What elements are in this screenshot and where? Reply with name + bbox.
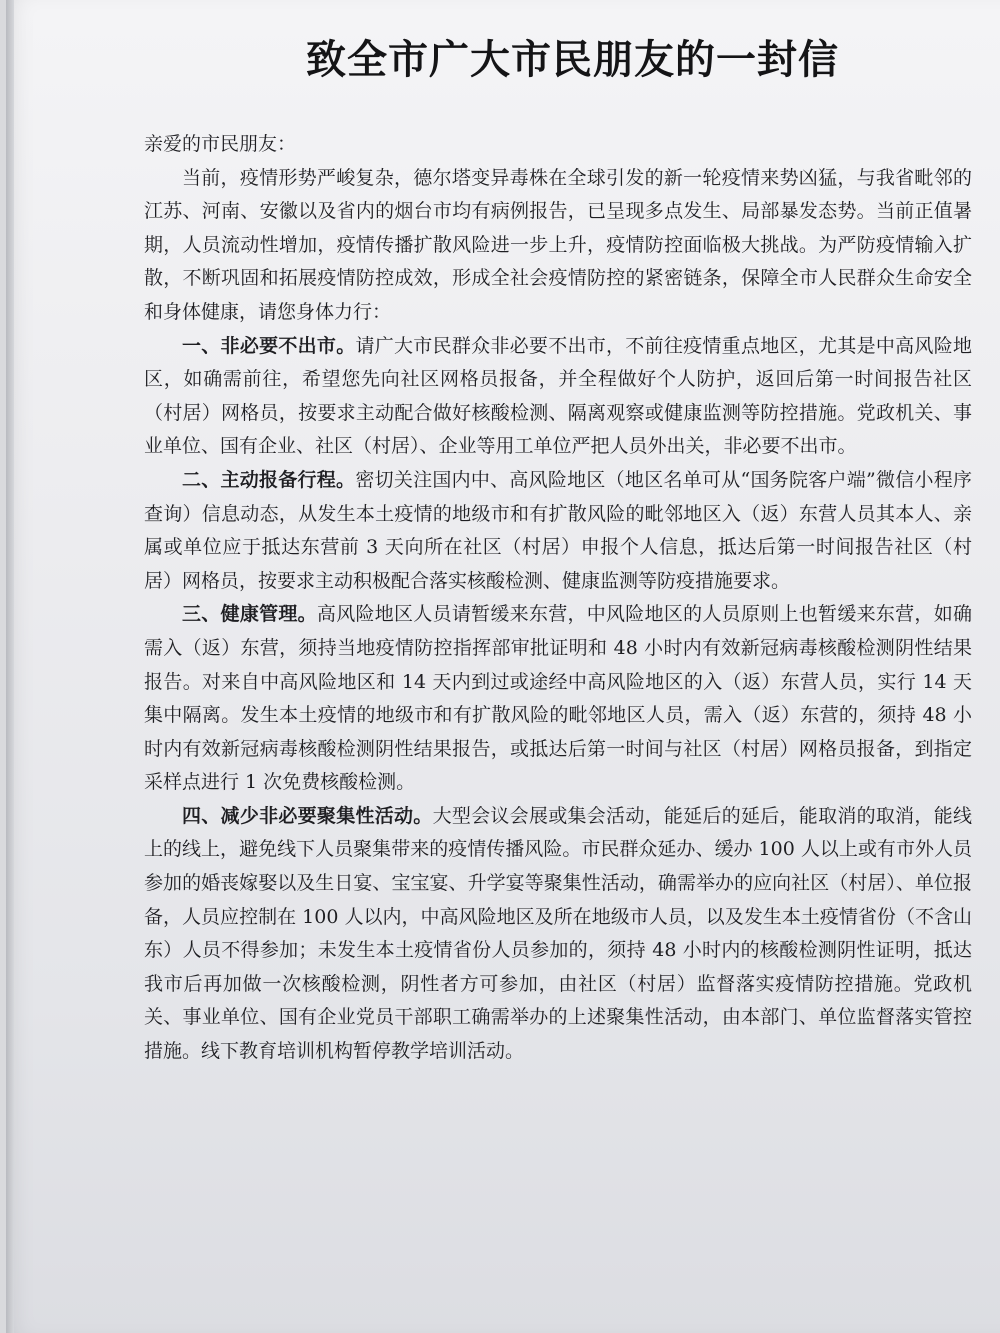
section-heading-1: 一、非必要不出市。 — [182, 334, 356, 357]
document-title: 致全市广大市民朋友的一封信 — [306, 37, 839, 83]
intro-paragraph: 当前，疫情形势严峻复杂，德尔塔变异毒株在全球引发的新一轮疫情来势凶猛，与我省毗邻的江苏、河南、安徽以及省内的烟台市均有病例报告，已呈现多点发生、局部暴发态势。当前正值暑期，人员流动性增加，疫情传播扩散风险进一步上升，疫情防控面临极大挑战。为严防疫情输入扩散，不断巩固和拓展疫情防控成效，形成全社会疫情防控的紧密链条，保障全市人民群众生命安全和身体健康，请您身体力行： — [144, 166, 972, 323]
section-text-1: 请广大市民群众非必要不出市，不前往疫情重点地区，尤其是中高风险地区，如确需前往，希望您先向社区网格员报备，并全程做好个人防护，返回后第一时间报告社区（村居）网格员，按要求主动配合做好核酸检测、隔离观察或健康监测等防控措施。党政机关、事业单位、国有企业、社区（村居）、企业等用工单位严把人员外出关，非必要不出市。 — [144, 334, 972, 458]
section-heading-3: 三、健康管理。 — [182, 603, 317, 626]
section-paragraph-1 — [144, 330, 972, 464]
section-text-2: 密切关注国内中、高风险地区（地区名单可从“国务院客户端”微信小程序查询）信息动态，从发生本土疫情的地级市和有扩散风险的毗邻地区入（返）东营人员其本人、亲属或单位应于抵达东营前 3 天向所在社区（村居）申报个人信息，抵达后第一时间报告社区（村居）网格员，按要求主动积极配合落实核酸检测、健康监测等防疫措施要求。 — [144, 468, 972, 592]
section-text-4: 大型会议会展或集会活动，能延后的延后，能取消的取消，能线上的线上，避免线下人员聚集带来的疫情传播风险。市民群众延办、缓办 100 人以上或有市外人员参加的婚丧嫁娶以及生日宴、宝宝宴、升学宴等聚集性活动，确需举办的应向社区（村居）、单位报备，人员应控制在 100 人以内，中高风险地区及所在地级市人员，以及发生本土疫情省份（不含山东）人员不得参加；未发生本土疫情省份人员参加的，须持 48 小时内的核酸检测阴性证明，抵达我市后再加做一次核酸检测，阴性者方可参加，由社区（村居）监督落实疫情防控措施。党政机关、事业单位、国有企业党员干部职工确需举办的上述聚集性活动，由本部门、单位监督落实管控措施。线下教育培训机构暂停教学培训活动。 — [144, 804, 972, 1063]
section-paragraph-3 — [144, 598, 972, 800]
section-paragraph-4 — [144, 800, 972, 1069]
section-heading-2: 二、主动报备行程。 — [182, 468, 356, 491]
section-paragraph-2 — [144, 464, 972, 598]
document-body — [144, 128, 972, 1069]
section-text-3: 高风险地区人员请暂缓来东营，中风险地区的人员原则上也暂缓来东营，如确需入（返）东营，须持当地疫情防控指挥部审批证明和 48 小时内有效新冠病毒核酸检测阴性结果报告。对来自中高风险地区和 14 天内到过或途经中高风险地区的入（返）东营人员，实行 14 天集中隔离。发生本土疫情的地级市和有扩散风险的毗邻地区人员，需入（返）东营的，须持 48 小时内有效新冠病毒核酸检测阴性结果报告，或抵达后第一时间与社区（村居）网格员报备，到指定采样点进行 1 次免费核酸检测。 — [144, 603, 972, 794]
document-page — [6, 0, 1000, 1333]
section-heading-4: 四、减少非必要聚集性活动。 — [182, 804, 433, 827]
page-edge-shadow — [6, 0, 14, 1333]
salutation: 亲爱的市民朋友： — [144, 133, 297, 155]
